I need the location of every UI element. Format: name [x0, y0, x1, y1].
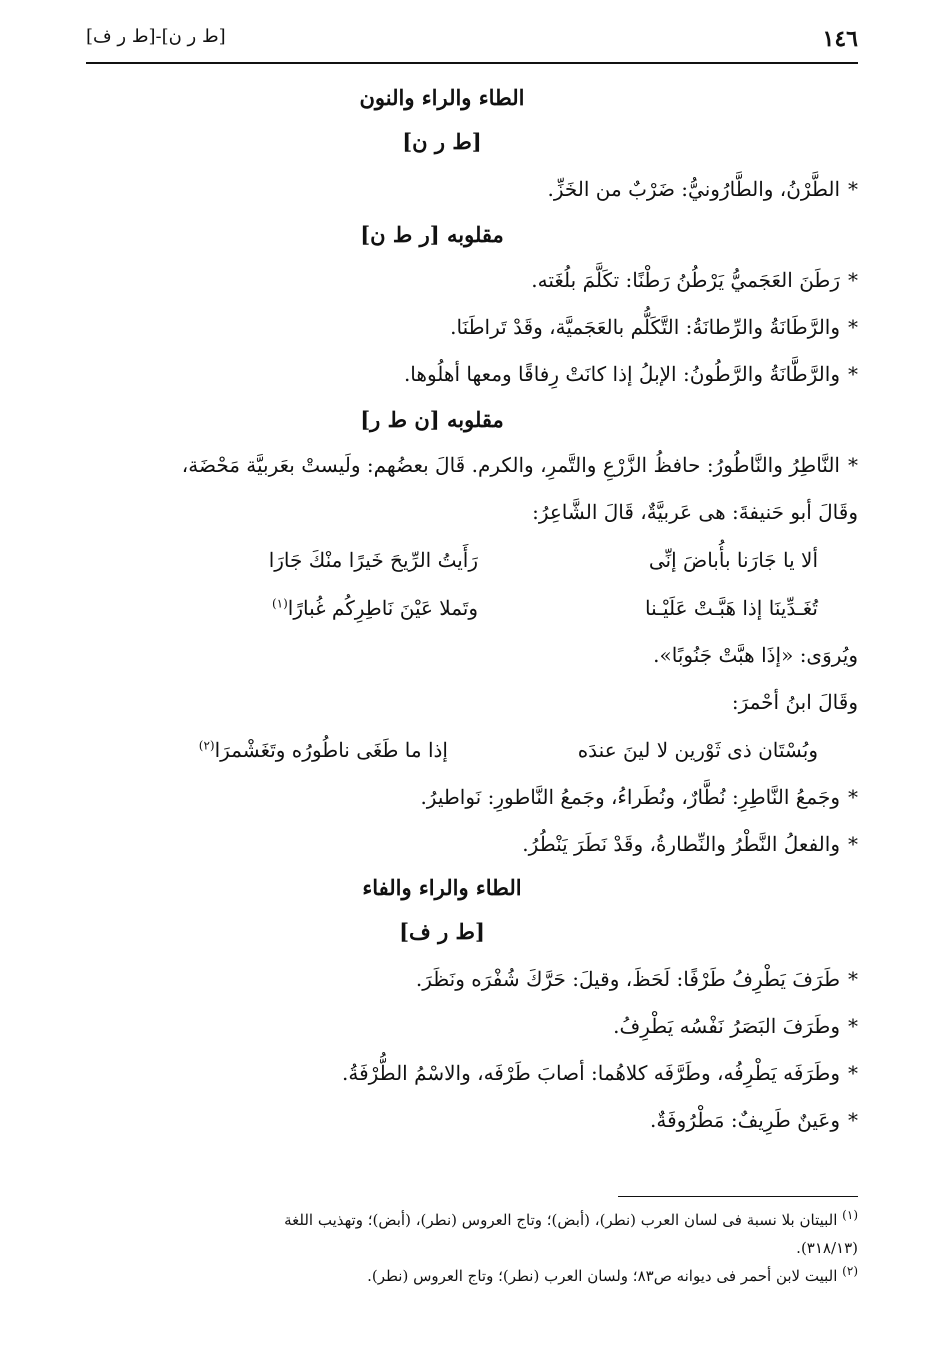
entry-star: * — [848, 832, 858, 856]
footnote-text: البيت لابن أحمر فى ديوانه ص٨٣؛ ولسان العرب (نطر)؛ وتاج العروس (نطر). — [367, 1267, 838, 1285]
verse-line-3 — [86, 726, 858, 774]
footnote-text: البيتان بلا نسبة فى لسان العرب (نطر)، (أبض)؛ وتاج العروس (نطر)، (أبض)؛ وتهذيب اللغة — [284, 1211, 838, 1229]
footnotes — [86, 1206, 858, 1290]
footnote-marker-2: (٢) — [198, 738, 215, 753]
running-head: [ط ر ن]-[ط ر ف] — [86, 26, 226, 47]
entry-line — [86, 774, 858, 821]
root-heading-trn: [ط ر ن] — [402, 129, 482, 154]
verse-hemistich-first: ألا يا جَارَنا بأُباضَ إنِّى — [648, 548, 818, 572]
verse-line-1 — [86, 536, 858, 584]
entry-star: * — [848, 268, 858, 292]
entry-text: طَرَفَ يَطْرِفُ طَرْفًا: لَحَظَ، وقيلَ: حَرَّكَ شُفْرَه ونَظَرَ. — [415, 967, 840, 991]
entry-text: والرَّطَّانَةُ والرَّطُونُ: الإبلُ إذا كانَتْ رِفاقًا ومعها أهلُوها. — [403, 362, 840, 386]
entry-line — [86, 956, 858, 1003]
entry-star: * — [848, 315, 858, 339]
root-heading-trf: [ط ر ف] — [399, 919, 485, 944]
entry-line — [86, 821, 858, 868]
entry-star: * — [848, 785, 858, 809]
verse-hemistich-second — [272, 584, 478, 632]
subheading-ntr: مقلوبه [ن ط ر] — [360, 407, 504, 432]
poet-intro: وقَالَ ابنُ أحْمرَ: — [731, 690, 858, 714]
page-number: ١٤٦ — [822, 26, 858, 52]
entry-star: * — [848, 1061, 858, 1085]
footnote-rule — [618, 1196, 858, 1197]
entry-star: * — [848, 453, 858, 477]
entry-star: * — [848, 177, 858, 201]
entry-line — [86, 166, 858, 213]
subheading-rtn: مقلوبه [ر ط ن] — [360, 222, 504, 247]
chapter-heading-tan: الطاء والراء والنون — [359, 85, 525, 110]
entry-star: * — [848, 1108, 858, 1132]
chapter-heading-trf: الطاء والراء والفاء — [362, 875, 522, 900]
main-text — [86, 78, 858, 1144]
verse-hemistich-first: وبُسْتَان ذى ثَوْرين لا لينَ عندَه — [577, 738, 818, 762]
footnote-2 — [86, 1262, 858, 1290]
entry-text: وطَرَفَه يَطْرِفُه، وطَرَّفَه كلاهُما: أصابَ طَرْفَه، والاسْمُ الطُّرْفَةُ. — [341, 1061, 840, 1085]
entry-text: وعَينٌ طَرِيفٌ: مَطْرُوفَةٌ. — [650, 1108, 840, 1132]
footnote-number: (٢) — [842, 1264, 858, 1278]
header-rule — [86, 62, 858, 64]
entry-text: النَّاطِرُ والنَّاطُورُ: حافظُ الزَّرْعِ والتَّمرِ، والكرم. قَالَ بعضُهم: ولَيستْ بعَربيَّة مَحْضَة، — [181, 453, 840, 477]
entry-text: الطَّرْنُ، والطَّارُونيُّ: ضَرْبٌ من الخَزِّ. — [547, 177, 840, 201]
entry-line — [86, 351, 858, 398]
entry-text: والرَّطَانَةُ والرِّطانَةُ: التَّكَلُّم بالعَجَميَّة، وقَدْ تَراطَنَا. — [450, 315, 840, 339]
verse-line-2 — [86, 584, 858, 632]
entry-star: * — [848, 967, 858, 991]
verse-hemistich-second — [199, 726, 448, 774]
entry-line — [86, 257, 858, 304]
entry-text: رَطَنَ العَجَميُّ يَرْطُنُ رَطْنًا: تكَلَّمَ بلُغَته. — [531, 268, 840, 292]
entry-continuation: وقَالَ أبو حَنيفةَ: هى عَربيَّةٌ، قَالَ الشَّاعِرُ: — [532, 500, 858, 524]
entry-text: والفعلُ النَّطْرُ والنِّطارةُ، وقَدْ نَطَرَ يَنْطُرُ. — [522, 832, 840, 856]
verse-text: إذا ما طَغَى ناطُورُه وتَغَشْمرَا — [214, 738, 448, 762]
verse-text: وتَملا عَيْنَ نَاطِرِكُم غُبارًا — [287, 596, 478, 620]
verse-hemistich-first: تُغَـدِّينَا إذا هَبَّـتْ عَلَيْـنا — [644, 596, 818, 620]
page-header — [86, 22, 858, 54]
entry-line — [86, 304, 858, 351]
footnote-1 — [86, 1206, 858, 1234]
entry-star: * — [848, 1014, 858, 1038]
footnote-number: (١) — [842, 1208, 858, 1222]
verse-hemistich-second: رَأَيتُ الرِّيحَ خَيرًا منْكَ جَارَا — [268, 548, 478, 572]
entry-line — [86, 1050, 858, 1097]
variant-reading: ويُروَى: «إذَا هبَّتْ جَنُوبًا». — [653, 643, 858, 667]
entry-text: وطَرَفَ البَصَرُ نَفْسُه يَطْرِفُ. — [613, 1014, 840, 1038]
entry-text: وجَمعُ النَّاطِرِ: نُطَّارٌ، ونُطَراءُ، وجَمعُ النَّاطورِ: نَواطيرُ. — [420, 785, 840, 809]
entry-star: * — [848, 362, 858, 386]
entry-line — [86, 442, 858, 489]
entry-line — [86, 1003, 858, 1050]
entry-line — [86, 1097, 858, 1144]
footnote-1-continuation: (٣١٨/١٣). — [796, 1239, 858, 1257]
footnote-marker-1: (١) — [271, 596, 288, 611]
